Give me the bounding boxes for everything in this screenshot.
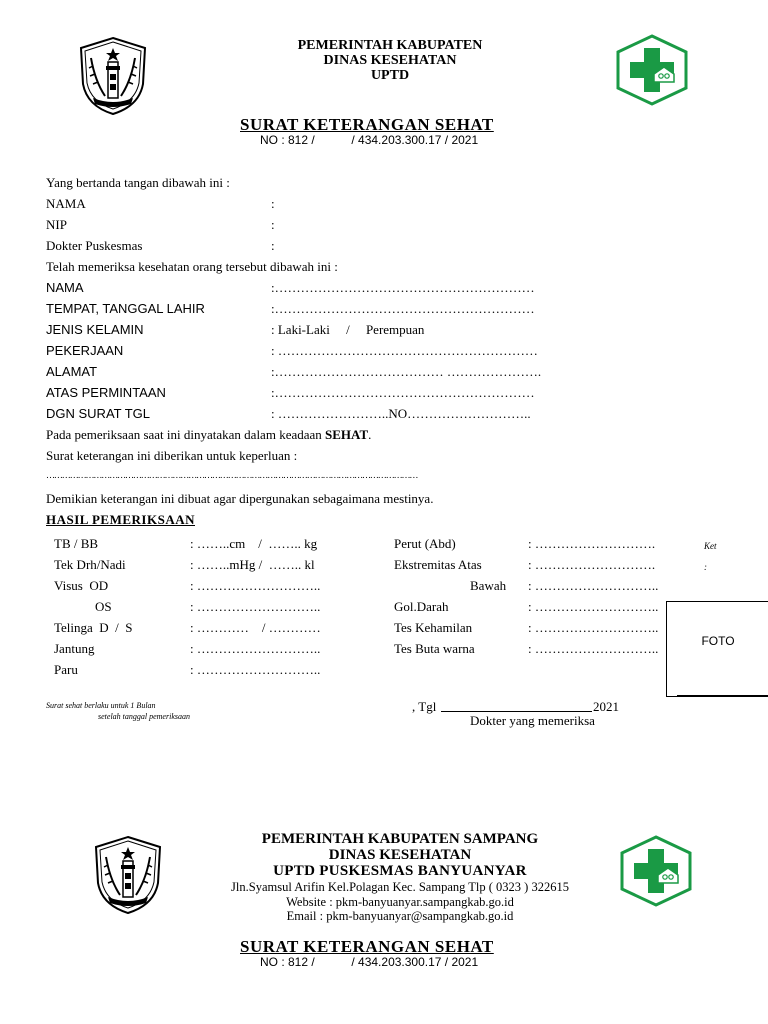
validity-note-line2: setelah tanggal pemeriksaan (98, 712, 190, 721)
signer-value-doctor: : (271, 238, 275, 253)
patient-value-birth: :…………………………………………………… (271, 301, 535, 316)
ket-colon: : (704, 562, 707, 572)
signer-label-name: NAMA (46, 196, 86, 211)
patient-value-letter-date: : ……………………..NO……………………….. (271, 406, 531, 421)
letter-title-top: SURAT KETERANGAN SEHAT (240, 115, 494, 134)
result-value-height-weight: : ……..cm / …….. kg (190, 536, 318, 551)
header2-email: Email : pkm-banyuanyar@sampangkab.go.id (286, 909, 514, 923)
result-label-lower-extremity: Bawah (470, 578, 507, 593)
signer-value-nip: : (271, 217, 275, 232)
results-heading: HASIL PEMERIKSAAN (46, 512, 195, 527)
letter-title-bottom: SURAT KETERANGAN SEHAT (240, 937, 494, 956)
patient-value-gender: : Laki-Laki / Perempuan (271, 322, 425, 337)
health-statement-end: . (368, 427, 372, 442)
signer-label-nip: NIP (46, 217, 67, 232)
result-label-heart: Jantung (54, 641, 95, 656)
signature-date-line (441, 711, 592, 712)
result-label-upper-extremity: Ekstremitas Atas (394, 557, 482, 572)
photo-box (666, 601, 768, 697)
intro-text: Yang bertanda tangan dibawah ini : (46, 175, 230, 190)
header-line-government: PEMERINTAH KABUPATEN (297, 38, 483, 53)
validity-note-line1: Surat sehat berlaku untuk 1 Bulan (46, 701, 156, 710)
signer-title: Dokter yang memeriksa (470, 713, 595, 728)
result-label-color-blindness: Tes Buta warna (394, 641, 475, 656)
regency-emblem-bottom (92, 835, 164, 915)
health-statement-bold: SEHAT (325, 427, 369, 442)
signer-label-doctor: Dokter Puskesmas (46, 238, 143, 253)
patient-label-name: NAMA (46, 280, 84, 295)
result-value-heart: : ……………………….. (190, 641, 321, 656)
header-bottom (190, 831, 610, 923)
puskesmas-logo-top (614, 34, 690, 106)
result-value-lungs: : ……………………….. (190, 662, 321, 677)
result-label-visus-os: OS (95, 599, 112, 614)
result-value-abdomen: : ………………………. (528, 536, 656, 551)
signer-value-name: : (271, 196, 275, 211)
patient-label-letter-date: DGN SURAT TGL (46, 406, 151, 421)
patient-label-occupation: PEKERJAAN (46, 343, 124, 358)
header2-line-health-office: DINAS KESEHATAN (328, 847, 472, 863)
result-value-visus-od: : ……………………….. (190, 578, 321, 593)
puskesmas-logo-bottom (618, 835, 694, 907)
signature-date-prefix: , Tgl (412, 699, 437, 714)
patient-value-name: :…………………………………………………… (271, 280, 535, 295)
result-label-height-weight: TB / BB (54, 536, 99, 551)
health-statement-text: Pada pemeriksaan saat ini dinyatakan dalam keadaan (46, 427, 326, 442)
patient-label-request: ATAS PERMINTAAN (46, 385, 166, 400)
purpose-label: Surat keterangan ini diberikan untuk keperluan : (46, 448, 298, 463)
result-label-abdomen: Perut (Abd) (394, 536, 456, 551)
patient-value-request: :…………………………………………………… (271, 385, 535, 400)
header2-line-government: PEMERINTAH KABUPATEN SAMPANG (261, 831, 539, 847)
patient-label-birth: TEMPAT, TANGGAL LAHIR (46, 301, 205, 316)
regency-emblem-top (77, 36, 149, 116)
header2-website: Website : pkm-banyuanyar.sampangkab.go.id (286, 895, 514, 909)
closing-text: Demikian keterangan ini dibuat agar dipergunakan sebagaimana mestinya. (46, 491, 434, 506)
header-line-health-office: DINAS KESEHATAN (323, 53, 457, 68)
header2-line-puskesmas: UPTD PUSKESMAS BANYUANYAR (273, 863, 527, 879)
result-value-upper-extremity: : ………………………. (528, 557, 656, 572)
patient-label-address: ALAMAT (46, 364, 98, 379)
result-value-lower-extremity: : ……………………….. (528, 578, 659, 593)
patient-label-gender: JENIS KELAMIN (46, 322, 144, 337)
result-label-lungs: Paru (54, 662, 78, 677)
result-label-pregnancy: Tes Kehamilan (394, 620, 473, 635)
signature-date-year: 2021 (593, 699, 619, 714)
letter-number-top: NO : 812 / / 434.203.300.17 / 2021 (260, 133, 479, 147)
health-statement (46, 427, 371, 442)
header-line-uptd: UPTD (370, 68, 410, 83)
result-value-visus-os: : ……………………….. (190, 599, 321, 614)
purpose-dots: …………………………………………………………………………………………………………………………… (46, 470, 418, 480)
photo-box-bottom-line (677, 695, 768, 696)
patient-value-address: :………………………………… …………………. (271, 364, 542, 379)
result-label-blood-type: Gol.Darah (394, 599, 449, 614)
result-value-ear: : ………… / ………… (190, 620, 321, 635)
letter-number-bottom: NO : 812 / / 434.203.300.17 / 2021 (260, 955, 479, 969)
result-value-blood-pressure: : ……..mHg / …….. kl (190, 557, 315, 572)
photo-label: FOTO (701, 634, 735, 648)
examined-intro-text: Telah memeriksa kesehatan orang tersebut dibawah ini : (46, 259, 338, 274)
result-label-ear: Telinga D / S (54, 620, 133, 635)
result-label-blood-pressure: Tek Drh/Nadi (54, 557, 126, 572)
patient-value-occupation: : …………………………………………………… (271, 343, 538, 358)
ket-label: Ket (704, 541, 717, 551)
header-top (230, 38, 550, 83)
result-label-visus-od: Visus OD (54, 578, 109, 593)
result-value-color-blindness: : ……………………….. (528, 641, 659, 656)
result-value-pregnancy: : ……………………….. (528, 620, 659, 635)
result-value-blood-type: : ……………………….. (528, 599, 659, 614)
header2-address: Jln.Syamsul Arifin Kel.Polagan Kec. Sampang Tlp ( 0323 ) 322615 (231, 880, 569, 894)
